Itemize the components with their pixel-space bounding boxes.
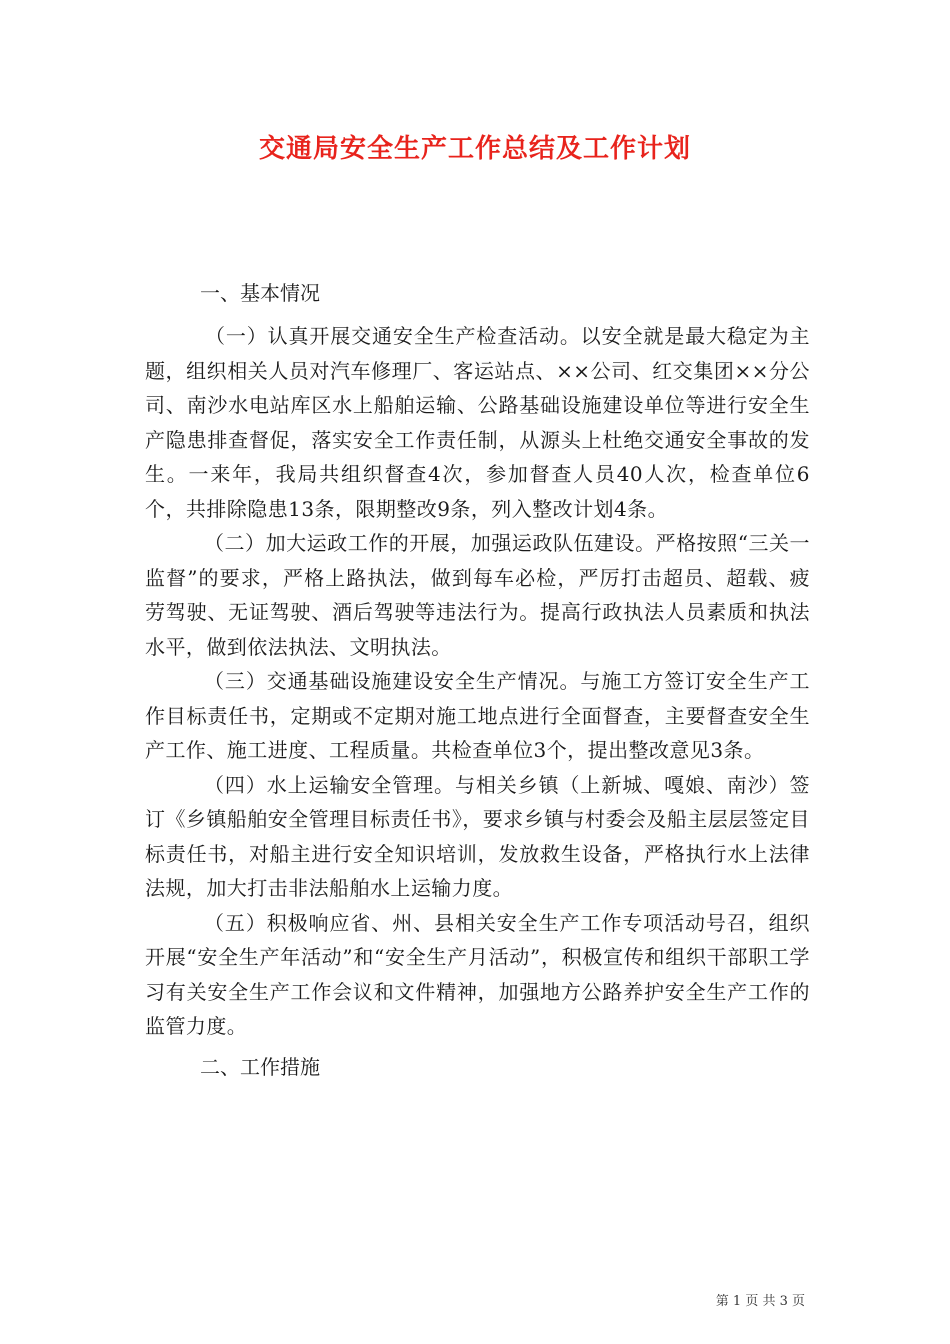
document-title: 交通局安全生产工作总结及工作计划 [258, 134, 691, 164]
section-heading-work-measures: 二、工作措施 [200, 1054, 320, 1079]
section-heading-basic-situation: 一、基本情况 [200, 281, 320, 305]
paragraph-2: （二）加大运政工作的开展，加强运政队伍建设。严格按照“三关一监督”的要求，严格上路执法，做到每车必检，严厉打击超员、超载、疲劳驾驶、无证驾驶、酒后驾驶等违法行为。提高行政执法人员素质和执法水平，做到依法执法、文明执法。 [145, 531, 810, 659]
paragraph-3: （三）交通基础设施建设安全生产情况。与施工方签订安全生产工作目标责任书，定期或不定期对施工地点进行全面督查，主要督查安全生产工作、施工进度、工程质量。共检查单位3个，提出整改意见3条。 [145, 669, 810, 762]
paragraph-1: （一）认真开展交通安全生产检查活动。以安全就是最大稳定为主题，组织相关人员对汽车修理厂、客运站点、××公司、红交集团××分公司、南沙水电站库区水上船舶运输、公路基础设施建设单位等进行安全生产隐患排查督促，落实安全工作责任制，从源头上杜绝交通安全事故的发生。一来年，我局共组织督查4次，参加督查人员40人次，检查单位6个，共排除隐患13条，限期整改9条，列入整改计划4条。 [145, 324, 810, 521]
page-number: 第 1 页 共 3 页 [715, 1294, 805, 1309]
paragraph-5: （五）积极响应省、州、县相关安全生产工作专项活动号召，组织开展“安全生产年活动”和“安全生产月活动”，积极宣传和组织干部职工学习有关安全生产工作会议和文件精神，加强地方公路养护安全生产工作的监管力度。 [145, 910, 810, 1038]
document-body [145, 276, 810, 1093]
paragraph-4: （四）水上运输安全管理。与相关乡镇（上新城、嘎娘、南沙）签订《乡镇船舶安全管理目标责任书》，要求乡镇与村委会及船主层层签定目标责任书，对船主进行安全知识培训，发放救生设备，严格执行水上法律法规，加大打击非法船舶水上运输力度。 [145, 772, 810, 900]
